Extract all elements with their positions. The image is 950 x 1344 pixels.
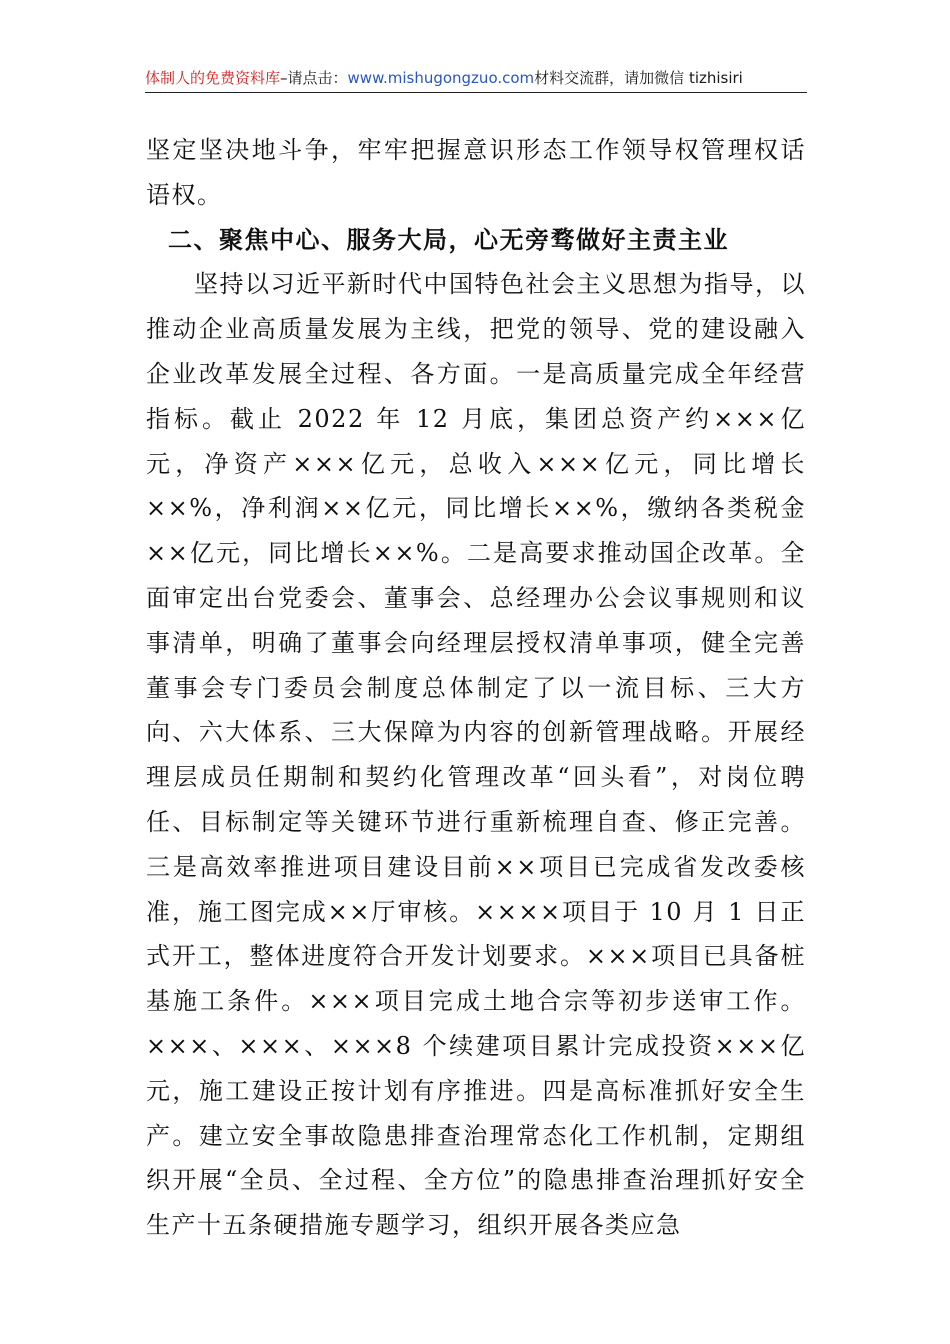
document-body: [146, 128, 806, 1248]
section-heading: 二、聚焦中心、服务大局，心无旁骛做好主责主业: [168, 224, 729, 254]
continuation-paragraph: 坚定坚决地斗争，牢牢把握意识形态工作领导权管理权话语权。: [146, 136, 806, 209]
header-prompt: –请点击：: [280, 69, 348, 87]
page-header: [145, 64, 807, 93]
header-brand: 体制人的免费资料库: [145, 69, 281, 87]
header-link[interactable]: www.mishugongzuo.com: [347, 69, 535, 87]
body-paragraph: 坚持以习近平新时代中国特色社会主义思想为指导，以推动企业高质量发展为主线，把党的领导、党的建设融入企业改革发展全过程、各方面。一是高质量完成全年经营指标。截止 2022 年 12 月底，集团总资产约×××亿元，净资产×××亿元，总收入×××亿元，同比增长××%，净利润××亿元，同比增长××%，缴纳各类税金××亿元，同比增长××%。二是高要求推动国企改革。全面审定出台党委会、董事会、总经理办公会议事规则和议事清单，明确了董事会向经理层授权清单事项，健全完善董事会专门委员会制度总体制定了以一流目标、三大方向、六大体系、三大保障为内容的创新管理战略。开展经理层成员任期制和契约化管理改革“回头看”，对岗位聘任、目标制定等关键环节进行重新梳理自查、修正完善。三是高效率推进项目建设目前××项目已完成省发改委核准，施工图完成××厅审核。××××项目于 10 月 1 日正式开工，整体进度符合开发计划要求。×××项目已具备桩基施工条件。×××项目完成土地合宗等初步送审工作。×××、×××、×××8 个续建项目累计完成投资×××亿元，施工建设正按计划有序推进。四是高标准抓好安全生产。建立安全事故隐患排查治理常态化工作机制，定期组织开展“全员、全过程、全方位”的隐患排查治理抓好安全生产十五条硬措施专题学习，组织开展各类应急: [146, 270, 806, 1240]
header-suffix: 材料交流群，请加微信 tizhisiri: [534, 69, 743, 87]
